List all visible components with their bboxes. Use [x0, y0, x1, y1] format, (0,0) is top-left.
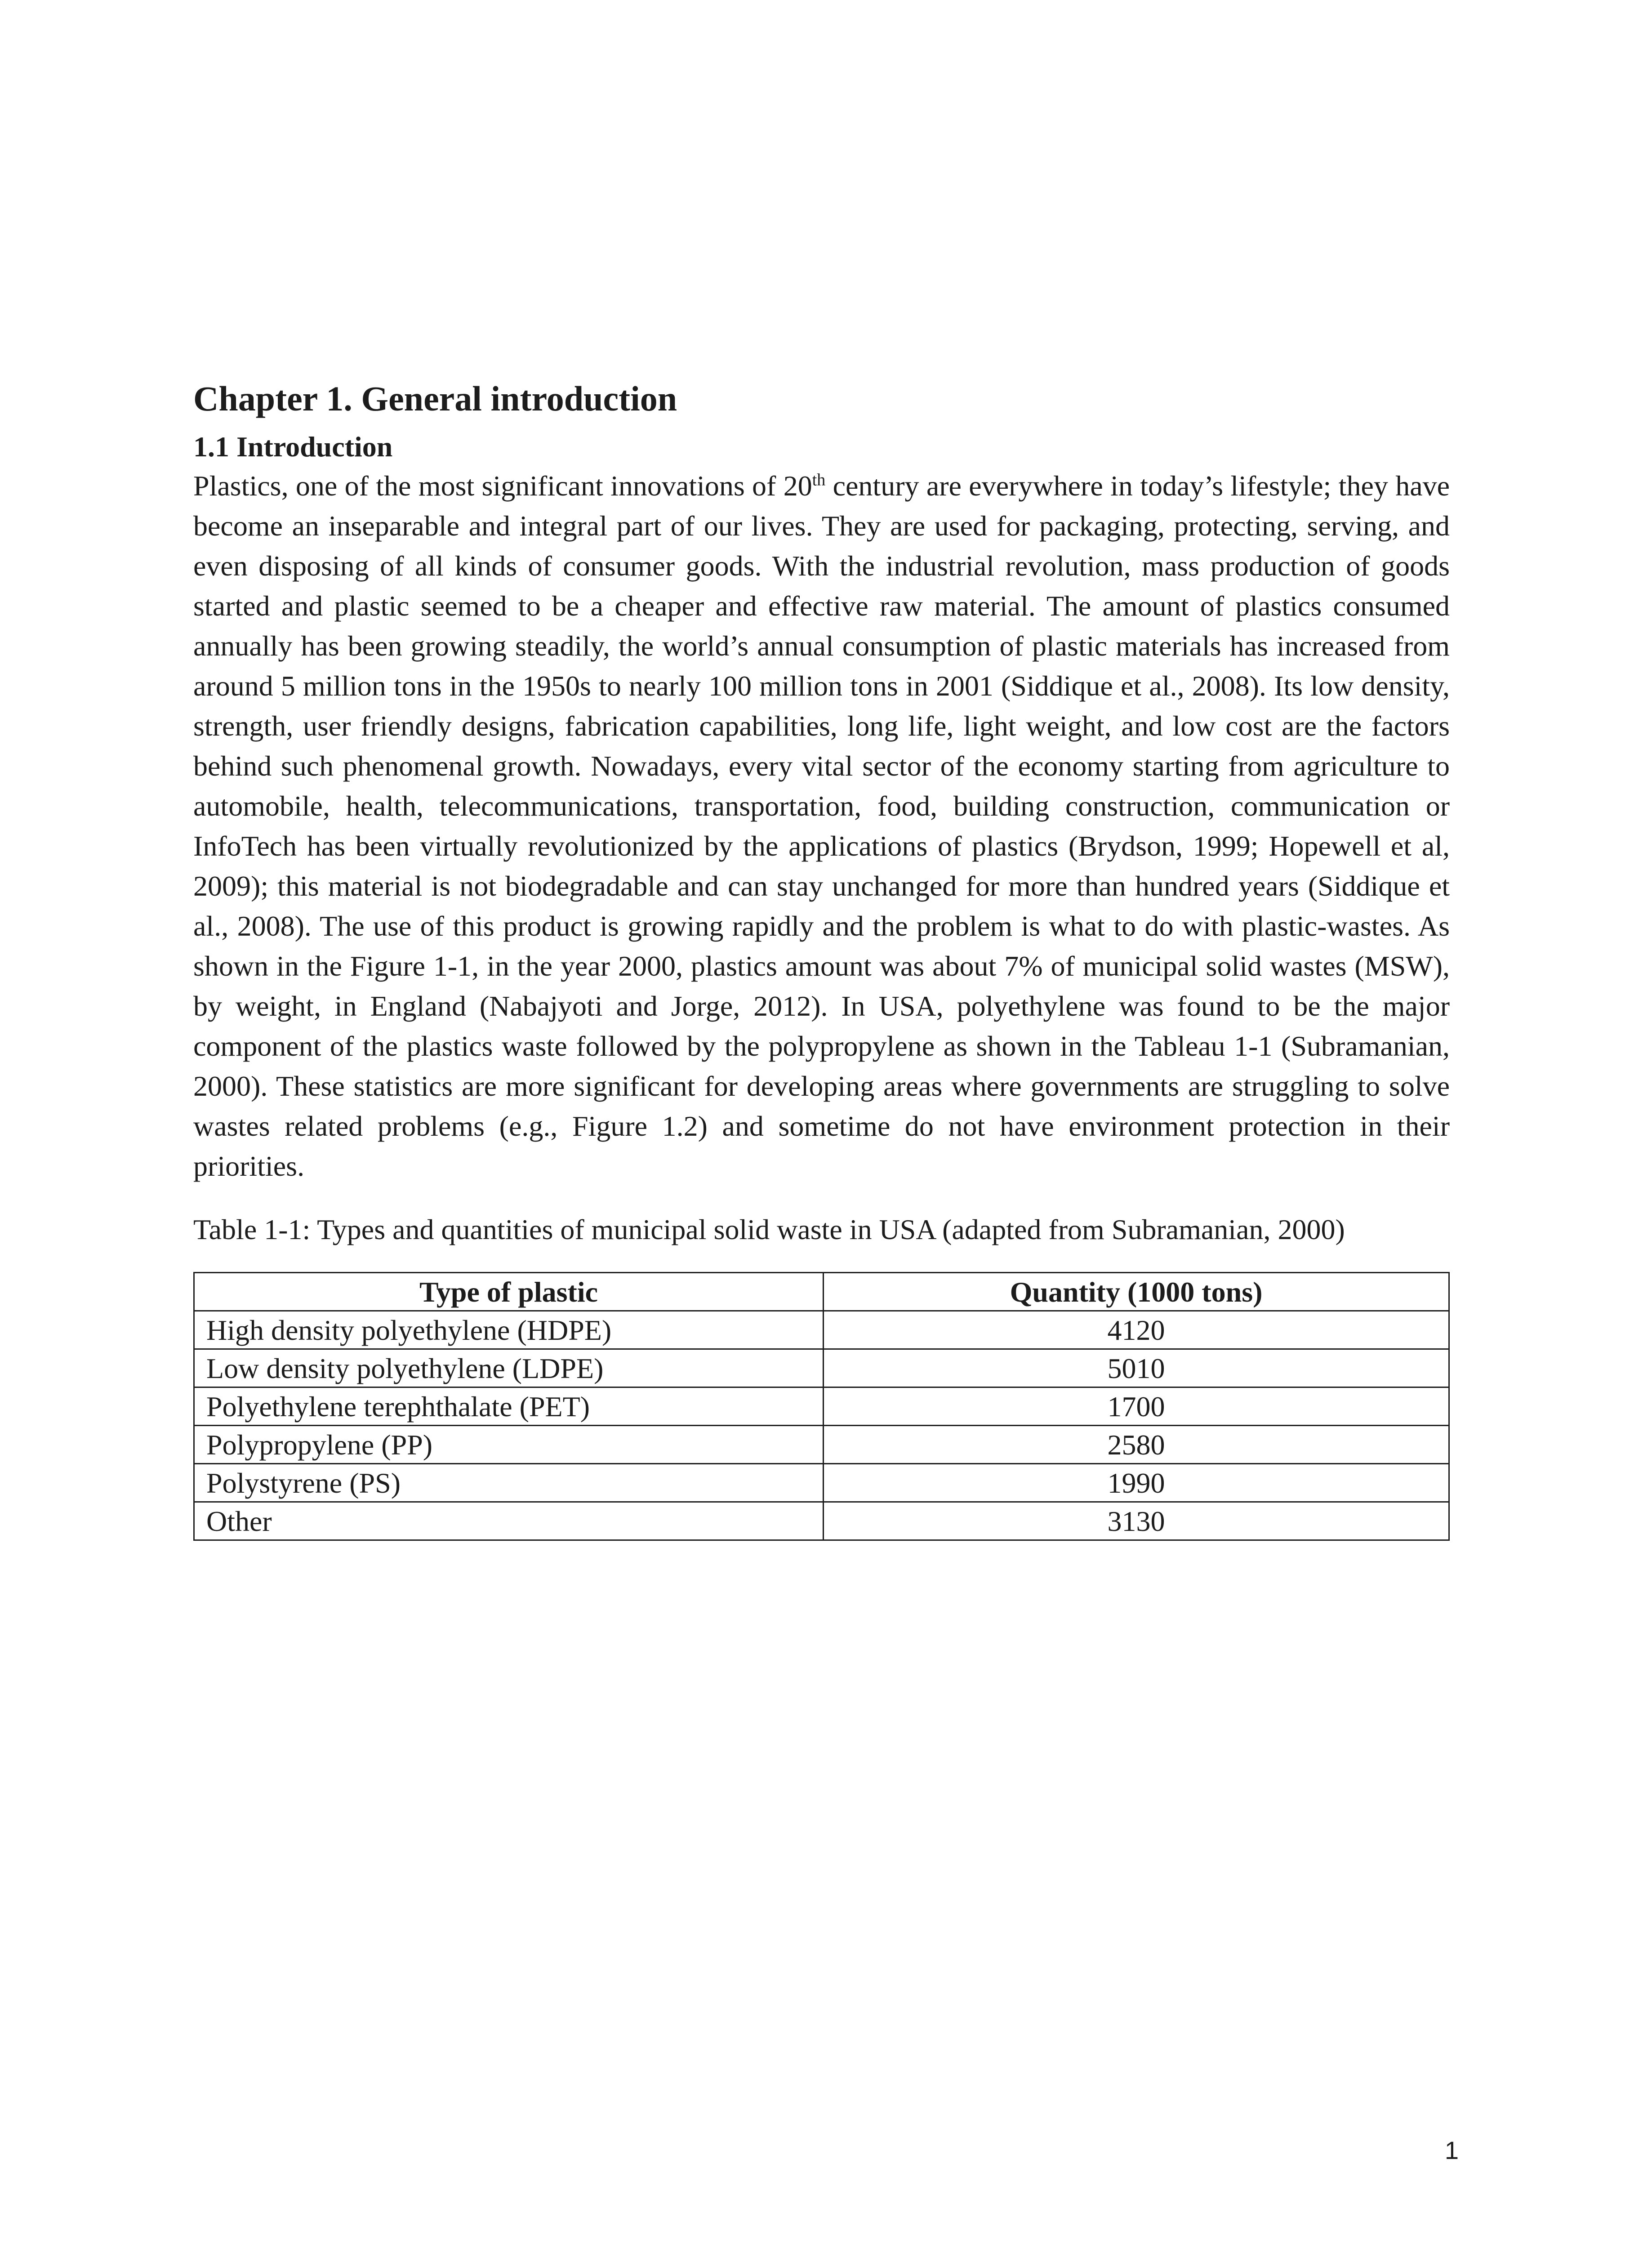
table-caption: Table 1-1: Types and quantities of municipal solid waste in USA (adapted from Subramanian, 2000): [193, 1213, 1345, 1245]
chapter-title: Chapter 1. General introduction: [193, 379, 677, 418]
cell-plastic-type: Polypropylene (PP): [194, 1425, 824, 1463]
table-row: [194, 1425, 1449, 1463]
table-row: [194, 1311, 1449, 1349]
page-number: 1: [1444, 2136, 1459, 2164]
intro-paragraph: [193, 466, 1450, 1186]
table-row: [194, 1502, 1449, 1540]
ordinal-superscript: th: [812, 470, 826, 490]
plastic-waste-table: [193, 1272, 1450, 1541]
cell-plastic-type: Polystyrene (PS): [194, 1463, 824, 1502]
column-header-quantity: Quantity (1000 tons): [824, 1272, 1449, 1311]
cell-quantity: 5010: [824, 1349, 1449, 1387]
cell-quantity: 1990: [824, 1463, 1449, 1502]
table-row: [194, 1349, 1449, 1387]
page-content: [193, 378, 1450, 1541]
table-row: [194, 1463, 1449, 1502]
intro-text-rest: century are everywhere in today’s lifestyle; they have become an inseparable and integral part of our lives. They are used for packaging, protecting, serving, and even disposing of all kinds of consumer goods. With the industrial revolution, mass production of goods started and plastic seemed to be a cheaper and effective raw material. The amount of plastics consumed annually has been growing steadily, the world’s annual consumption of plastic materials has increased from around 5 million tons in the 1950s to nearly 100 million tons in 2001 (Siddique et al., 2008). Its low density, strength, user friendly designs, fabrication capabilities, long life, light weight, and low cost are the factors behind such phenomenal growth. Nowadays, every vital sector of the economy starting from agriculture to automobile, health, telecommunications, transportation, food, building construction, communication or InfoTech has been virtually revolutionized by the applications of plastics (Brydson, 1999; Hopewell et al, 2009); this material is not biodegradable and can stay unchanged for more than hundred years (Siddique et al., 2008). The use of this product is growing rapidly and the problem is what to do with plastic-wastes. As shown in the Figure 1-1, in the year 2000, plastics amount was about 7% of municipal solid wastes (MSW), by weight, in England (Nabajyoti and Jorge, 2012). In USA, polyethylene was found to be the major component of the plastics waste followed by the polypropylene as shown in the Tableau 1-1 (Subramanian, 2000). These statistics are more significant for developing areas where governments are struggling to solve wastes related problems (e.g., Figure 1.2) and sometime do not have environment protection in their priorities.: [193, 469, 1450, 1182]
cell-quantity: 3130: [824, 1502, 1449, 1540]
cell-plastic-type: Low density polyethylene (LDPE): [194, 1349, 824, 1387]
cell-plastic-type: Polyethylene terephthalate (PET): [194, 1387, 824, 1425]
cell-quantity: 2580: [824, 1425, 1449, 1463]
cell-quantity: 4120: [824, 1311, 1449, 1349]
table-header-row: [194, 1272, 1449, 1311]
table-row: [194, 1387, 1449, 1425]
intro-text-start: Plastics, one of the most significant innovations of 20: [193, 469, 812, 502]
column-header-type: Type of plastic: [194, 1272, 824, 1311]
cell-plastic-type: Other: [194, 1502, 824, 1540]
cell-quantity: 1700: [824, 1387, 1449, 1425]
section-title: 1.1 Introduction: [193, 430, 393, 463]
cell-plastic-type: High density polyethylene (HDPE): [194, 1311, 824, 1349]
